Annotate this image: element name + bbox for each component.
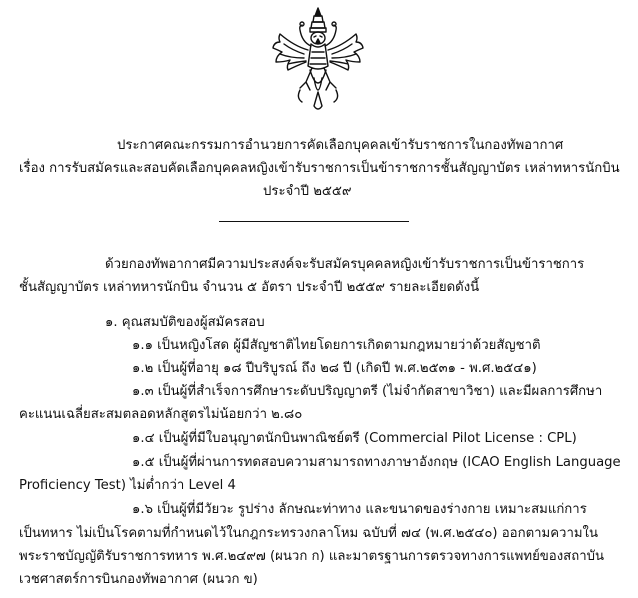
list-item: ๑.๒ เป็นผู้ที่อายุ ๑๘ ปีบริบูรณ์ ถึง ๒๘ ปี (เกิดปี พ.ศ.๒๕๓๑ - พ.ศ.๒๕๔๑) xyxy=(132,361,537,376)
announcement-year: ประจำปี ๒๕๕๙ xyxy=(263,184,352,199)
list-item: ๑.๖ เป็นผู้ที่มีวัยวะ รูปร่าง ลักษณะท่าทาง และขนาดของร่างกาย เหมาะสมแก่การ xyxy=(132,502,587,517)
list-item-continuation: Proficiency Test) ไม่ต่ำกว่า Level 4 xyxy=(19,478,236,493)
intro-paragraph-line: ชั้นสัญญาบัตร เหล่าทหารนักบิน จำนวน ๕ อัตรา ประจำปี ๒๕๕๙ รายละเอียดดังนี้ xyxy=(19,280,480,295)
list-item-continuation: เป็นทหาร ไม่เป็นโรคตามที่กำหนดไว้ในกฎกระทรวงกลาโหม ฉบับที่ ๗๔ (พ.ศ.๒๕๔๐) ออกตามความใน xyxy=(19,526,599,541)
list-item-continuation: พระราชบัญญัติรับราชการทหาร พ.ศ.๒๔๙๗ (ผนวก ก) และมาตรฐานการตรวจทางการแพทย์ของสถาบัน xyxy=(19,549,604,564)
list-item-continuation: คะแนนเฉลี่ยสะสมตลอดหลักสูตรไม่น้อยกว่า ๒.๘๐ xyxy=(19,407,303,422)
list-item: ๑.๕ เป็นผู้ที่ผ่านการทดสอบความสามารถทางภาษาอังกฤษ (ICAO English Language xyxy=(132,455,621,470)
header-divider xyxy=(219,221,409,222)
intro-paragraph-line: ด้วยกองทัพอากาศมีความประสงค์จะรับสมัครบุคคลหญิงเข้ารับราชการเป็นข้าราชการ xyxy=(105,257,585,272)
list-item: ๑.๓ เป็นผู้ที่สำเร็จการศึกษาระดับปริญญาตรี (ไม่จำกัดสาขาวิชา) และมีผลการศึกษา xyxy=(132,384,603,399)
list-item: ๑.๔ เป็นผู้ที่มีใบอนุญาตนักบินพาณิชย์ตรี (Commercial Pilot License : CPL) xyxy=(132,431,577,446)
list-item: ๑.๑ เป็นหญิงโสด ผู้มีสัญชาติไทยโดยการเกิดตามกฎหมายว่าด้วยสัญชาติ xyxy=(132,338,541,353)
garuda-emblem xyxy=(270,6,366,114)
announcement-title: ประกาศคณะกรรมการอำนวยการคัดเลือกบุคคลเข้ารับราชการในกองทัพอากาศ xyxy=(117,138,564,153)
announcement-subject: เรื่อง การรับสมัครและสอบคัดเลือกบุคคลหญิงเข้ารับราชการเป็นข้าราชการชั้นสัญญาบัตร เหล่าทหารนักบิน xyxy=(19,161,620,176)
list-item-continuation: เวชศาสตร์การบินกองทัพอากาศ (ผนวก ข) xyxy=(19,572,258,587)
section-heading: ๑. คุณสมบัติของผู้สมัครสอบ xyxy=(105,315,265,330)
